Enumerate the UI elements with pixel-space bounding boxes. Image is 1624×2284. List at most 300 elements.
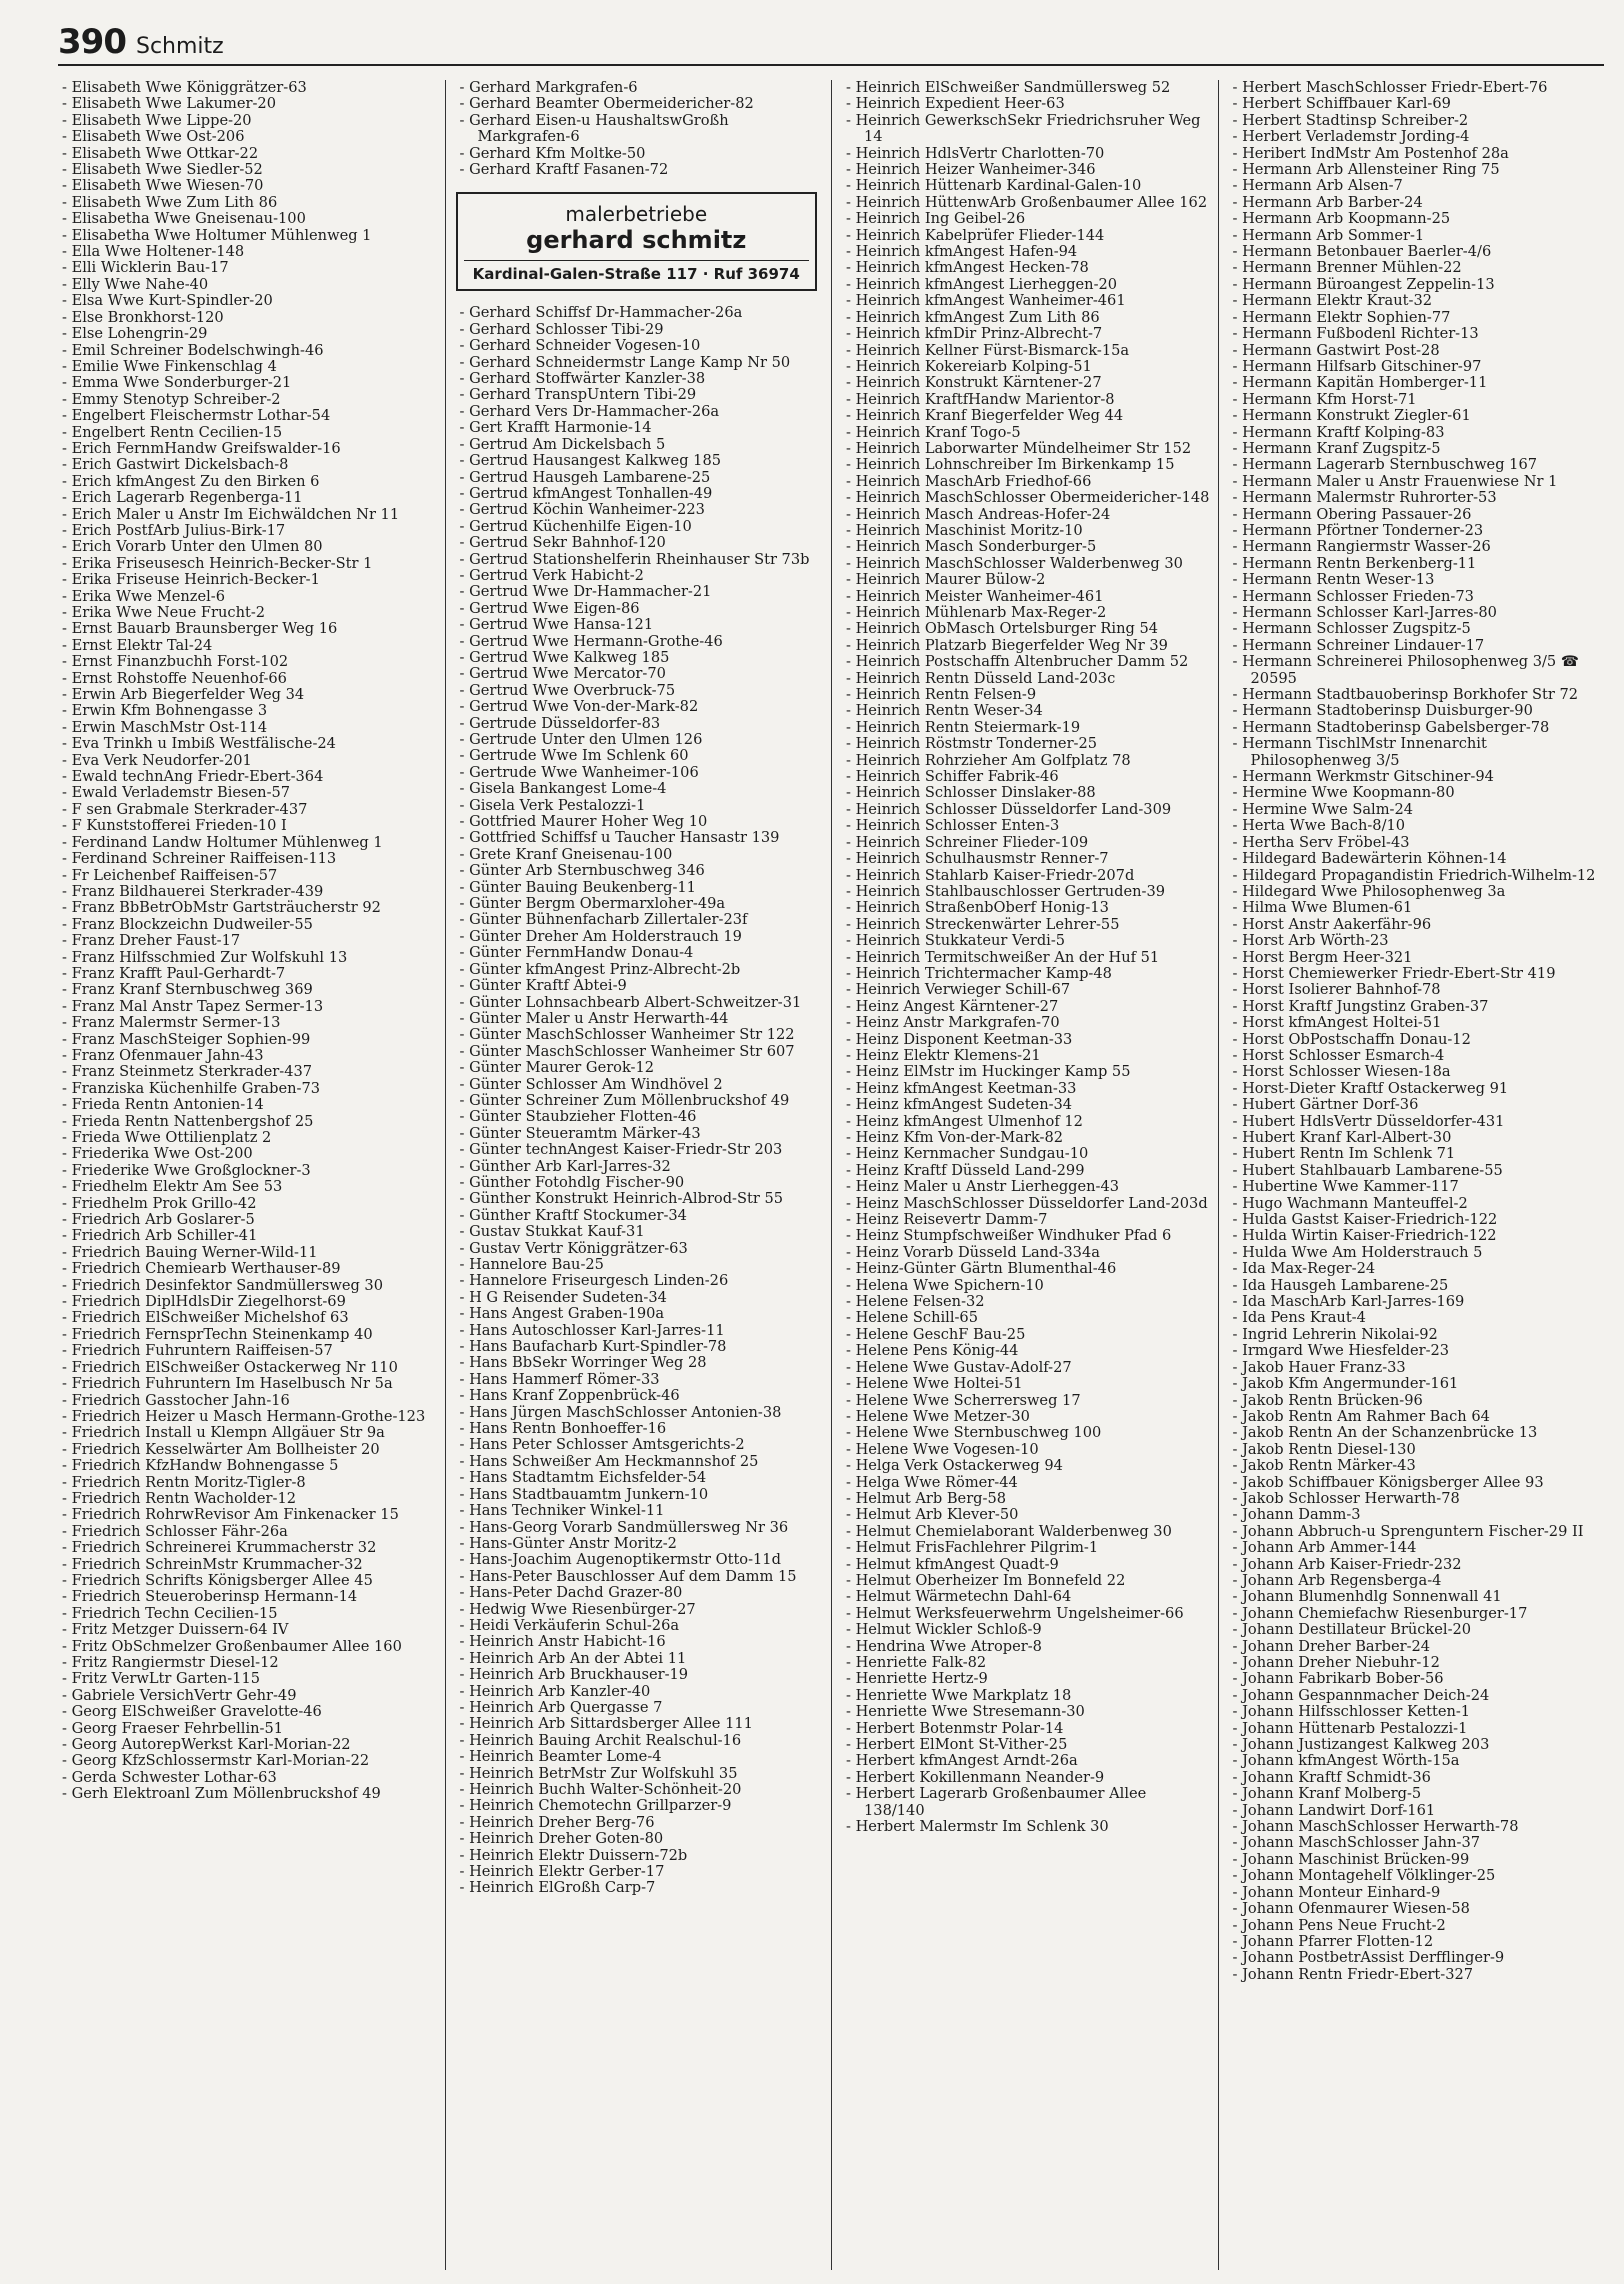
directory-entry: - Heinz Stumpfschweißer Windhuker Pfad 6	[846, 1227, 1172, 1245]
directory-entry: - Ernst Rohstoffe Neuenhof-66	[62, 669, 287, 687]
directory-entry: - Else Lohengrin-29	[62, 325, 208, 343]
directory-entry: - Irmgard Wwe Hiesfelder-23	[1232, 1342, 1450, 1360]
directory-entry: - Jakob Rentn Diesel-130	[1232, 1440, 1416, 1458]
directory-entry: - Johann MaschSchlosser Jahn-37	[1232, 1834, 1481, 1852]
directory-entry: - Heinrich Schlosser Enten-3	[846, 817, 1060, 835]
directory-entry: - Johann Hilfsschlosser Ketten-1	[1232, 1703, 1471, 1721]
directory-entry: - Ernst Bauarb Braunsberger Weg 16	[62, 620, 338, 638]
directory-entry: - Hans Autoschlosser Karl-Jarres-11	[459, 1321, 725, 1339]
directory-entry: - Herbert ElMont St-Vither-25	[846, 1736, 1068, 1754]
directory-entry: - Heinrich Stukkateur Verdi-5	[846, 932, 1066, 950]
directory-entry: - Heinrich Elektr Duissern-72b	[459, 1846, 688, 1864]
directory-entry: - Erich Gastwirt Dickelsbach-8	[62, 456, 289, 474]
directory-entry: - Heinz Reisevertr Damm-7	[846, 1211, 1048, 1229]
directory-entry: - Horst Schlosser Wiesen-18a	[1232, 1063, 1451, 1081]
directory-entry: - Heinrich kfmAngest Wanheimer-461	[846, 292, 1126, 310]
directory-entry: - Heinrich Arb Kanzler-40	[459, 1682, 651, 1700]
directory-entry: - Herbert Verlademstr Jording-4	[1232, 128, 1470, 146]
directory-entry: - Johann Rentn Friedr-Ebert-327	[1232, 1965, 1474, 1983]
directory-entry: - Heinrich Kellner Fürst-Bismarck-15a	[846, 341, 1130, 359]
directory-entry: - Erika Friseusesch Heinrich-Becker-Str 1	[62, 554, 373, 572]
directory-entry: - Hermann Kfm Horst-71	[1232, 390, 1417, 408]
directory-entry: - Eva Verk Neudorfer-201	[62, 751, 252, 769]
directory-entry: - Hilma Wwe Blumen-61	[1232, 899, 1413, 917]
directory-entry: - Hubert Rentn Im Schlenk 71	[1232, 1145, 1456, 1163]
directory-entry: - Helmut Werksfeuerwehrm Ungelsheimer-66	[846, 1604, 1184, 1622]
directory-entry: - Heinrich Ing Geibel-26	[846, 210, 1026, 228]
directory-entry: - Hermann Schlosser Karl-Jarres-80	[1232, 604, 1497, 621]
directory-entry: - Heinrich Kranf Togo-5	[846, 423, 1021, 441]
directory-entry: - Erich FernmHandw Greifswalder-16	[62, 439, 341, 457]
ad-address: Kardinal-Galen-Straße 117 · Ruf 36974	[464, 260, 810, 283]
directory-entry: - Hans-Joachim Augenoptikermstr Otto-11d	[459, 1551, 781, 1569]
directory-entry: - Georg KfzSchlossermstr Karl-Morian-22	[62, 1752, 370, 1770]
directory-entry: - Heinz ElMstr im Huckinger Kamp 55	[846, 1063, 1131, 1081]
directory-entry: - Heinrich Kokereiarb Kolping-51	[846, 357, 1092, 375]
directory-entry: - Heinz kfmAngest Keetman-33	[846, 1079, 1077, 1097]
directory-entry: - Günther Kraftf Stockumer-34	[459, 1206, 687, 1224]
directory-entry: - Gerda Schwester Lothar-63	[62, 1768, 277, 1786]
directory-entry: - Herbert Malermstr Im Schlenk 30	[846, 1818, 1109, 1836]
directory-entry: - Heinz MaschSchlosser Düsseldorfer Land-203d	[846, 1194, 1208, 1212]
directory-entry: - Grete Kranf Gneisenau-100	[459, 845, 673, 863]
directory-entry: - Johann Fabrikarb Bober-56	[1232, 1670, 1444, 1688]
directory-entry: - Johann Arb Regensberga-4	[1232, 1571, 1442, 1589]
directory-entry: - Johann Arb Ammer-144	[1232, 1539, 1417, 1557]
directory-entry: - Heinrich Dreher Berg-76	[459, 1813, 655, 1831]
directory-entry: - Elisabeth Wwe Ost-206	[62, 128, 245, 146]
directory-entry: - Elisabeth Wwe Wiesen-70	[62, 177, 264, 195]
directory-entry: - Gertrud Köchin Wanheimer-223	[459, 501, 705, 519]
column-4	[1218, 80, 1605, 2270]
directory-entry: - Helmut Wickler Schloß-9	[846, 1621, 1042, 1639]
running-head: Schmitz	[135, 34, 224, 59]
directory-entry: - Heinrich Chemotechn Grillparzer-9	[459, 1797, 732, 1815]
directory-entry: - Helene Felsen-32	[846, 1293, 985, 1311]
directory-entry: - Hermann Kranf Zugspitz-5	[1232, 439, 1441, 457]
directory-entry: - Franz Hilfsschmied Zur Wolfskuhl 13	[62, 948, 348, 966]
directory-entry: - Hans Rentn Bonhoeffer-16	[459, 1420, 667, 1438]
directory-entry: - Gerhard Vers Dr-Hammacher-26a	[459, 402, 720, 420]
directory-entry: - Heinrich Schreiner Flieder-109	[846, 833, 1089, 851]
directory-entry: - Heinrich MaschArb Friedhof-66	[846, 472, 1092, 490]
directory-entry: - Heinrich Heizer Wanheimer-346	[846, 161, 1096, 179]
directory-entry: - Erich kfmAngest Zu den Birken 6	[62, 472, 320, 490]
directory-entry: - Helmut Arb Klever-50	[846, 1506, 1019, 1524]
directory-entry: - Heinrich kfmAngest Zum Lith 86	[846, 308, 1100, 326]
directory-entry: - Heinz-Günter Gärtn Blumenthal-46	[846, 1260, 1117, 1278]
directory-entry: - Hermann Elektr Kraut-32	[1232, 292, 1433, 310]
directory-entry: - Erika Friseuse Heinrich-Becker-1	[62, 571, 320, 589]
directory-entry: - Hermann Schlosser Frieden-73	[1232, 587, 1474, 605]
directory-entry: - Heinrich Schlosser Dinslaker-88	[846, 784, 1096, 802]
directory-entry: - Ferdinand Landw Holtumer Mühlenweg 1	[62, 833, 383, 851]
directory-entry: - Elli Wicklerin Bau-17	[62, 259, 229, 277]
directory-entry: - Johann Kranf Molberg-5	[1232, 1785, 1422, 1803]
header-rule	[58, 64, 1604, 66]
directory-entry: - Hans Peter Schlosser Amtsgerichts-2	[459, 1436, 745, 1454]
directory-entry: - Günter MaschSchlosser Wanheimer Str 122	[459, 1026, 795, 1044]
directory-entry: - Hannelore Friseurgesch Linden-26	[459, 1272, 729, 1290]
directory-entry: - Günter Bergm Obermarxloher-49a	[459, 895, 726, 913]
directory-entry: - Friedrich Rentn Moritz-Tigler-8	[62, 1473, 306, 1491]
advertisement-box	[456, 192, 818, 291]
directory-entry: - Franziska Küchenhilfe Graben-73	[62, 1079, 321, 1097]
directory-entry: - Heinrich Maschinist Moritz-10	[846, 521, 1083, 539]
directory-entry: - Friedrich Schreinerei Krummacherstr 32	[62, 1539, 377, 1557]
directory-entry: - Herbert kfmAngest Arndt-26a	[846, 1752, 1078, 1770]
directory-entry: - Friedrich Fuhruntern Im Haselbusch Nr 5a	[62, 1375, 393, 1393]
directory-entry: - Johann Montagehelf Völklinger-25	[1232, 1867, 1496, 1885]
directory-entry: - Johann Dreher Niebuhr-12	[1232, 1654, 1440, 1671]
directory-entry: - Hans Techniker Winkel-11	[459, 1502, 665, 1520]
directory-entry: - Hildegard Wwe Philosophenweg 3a	[1232, 882, 1506, 900]
directory-entry: - Erwin Arb Biegerfelder Weg 34	[62, 686, 305, 704]
directory-entry: - Gustav Stukkat Kauf-31	[459, 1223, 645, 1241]
directory-entry: - Helene Wwe Metzer-30	[846, 1407, 1030, 1425]
directory-entry: - Elisabetha Wwe Holtumer Mühlenweg 1	[62, 226, 372, 244]
directory-entry: - Gertrud Wwe Eigen-86	[459, 599, 640, 617]
directory-entry: - Johann MaschSchlosser Herwarth-78	[1232, 1818, 1519, 1836]
directory-entry: - Friedrich Install u Klempn Allgäuer Str 9a	[62, 1424, 385, 1442]
ad-line-1: malerbetriebe	[565, 202, 708, 227]
directory-entry: - Georg ElSchweißer Gravelotte-46	[62, 1703, 322, 1721]
directory-entry: - Hermann Rangiermstr Wasser-26	[1232, 538, 1491, 556]
directory-entry: - Henriette Wwe Stresemann-30	[846, 1703, 1085, 1721]
directory-entry: - Johann Justizangest Kalkweg 203	[1232, 1736, 1490, 1754]
directory-entry: - Hannelore Bau-25	[459, 1256, 604, 1273]
directory-entry: - Franz Krafft Paul-Gerhardt-7	[62, 964, 286, 982]
directory-entry: - Franz Dreher Faust-17	[62, 932, 241, 950]
directory-entry: - Hermann Betonbauer Baerler-4/6	[1232, 243, 1492, 261]
directory-entry: - Günter Staubzieher Flotten-46	[459, 1108, 697, 1126]
directory-entry: - Horst Kraftf Jungstinz Graben-37	[1232, 997, 1489, 1015]
directory-entry: - Jakob Rentn Brücken-96	[1232, 1391, 1423, 1409]
directory-entry: - Heinrich Stahlarb Kaiser-Friedr-207d	[846, 866, 1135, 884]
directory-entry: - Gerhard Schiffsf Dr-Hammacher-26a	[459, 304, 743, 322]
directory-entry: - Heinz Maler u Anstr Lierheggen-43	[846, 1178, 1120, 1196]
directory-entry: - Friedrich Arb Goslarer-5	[62, 1211, 255, 1229]
directory-entry: - Heinrich Schulhausmstr Renner-7	[846, 850, 1109, 868]
directory-entry: - Heinrich Maurer Bülow-2	[846, 571, 1046, 589]
directory-entry: - Johann Monteur Einhard-9	[1232, 1883, 1441, 1901]
directory-entry: - Elisabeth Wwe Zum Lith 86	[62, 193, 278, 211]
directory-entry: - Hubertine Wwe Kammer-117	[1232, 1178, 1459, 1196]
directory-entry: - Heinrich Rentn Düsseld Land-203c	[846, 669, 1116, 687]
directory-entry: - Friedrich Rentn Wacholder-12	[62, 1489, 297, 1507]
directory-entry: - Horst Anstr Aakerfähr-96	[1232, 915, 1432, 933]
directory-entry: - Heinrich Masch Sonderburger-5	[846, 538, 1097, 556]
directory-entry: - Hans Angest Graben-190a	[459, 1305, 665, 1323]
directory-entry: - Ida MaschArb Karl-Jarres-169	[1232, 1293, 1465, 1311]
directory-entry: - Gertrud Hausgeh Lambarene-25	[459, 468, 711, 486]
directory-entry: - Hubert HdlsVertr Düsseldorfer-431	[1232, 1112, 1505, 1130]
directory-entry: - Horst ObPostschaffn Donau-12	[1232, 1030, 1471, 1048]
directory-entry: - Hermann Malermstr Ruhrorter-53	[1232, 489, 1497, 507]
directory-entry: - Hermann Arb Barber-24	[1232, 193, 1423, 211]
directory-entry: - Günter Bauing Beukenberg-11	[459, 878, 696, 896]
directory-entry: - Gabriele VersichVertr Gehr-49	[62, 1686, 297, 1704]
directory-entry: - Gert Krafft Harmonie-14	[459, 419, 652, 437]
directory-entry: - Johann Gespannmacher Deich-24	[1232, 1686, 1490, 1704]
directory-entry: - Fritz VerwLtr Garten-115	[62, 1670, 261, 1688]
directory-entry: - Hermann TischlMstr Innenarchit Philosophenweg 3/5	[1232, 735, 1487, 769]
directory-entry: - Hermann Arb Koopmann-25	[1232, 210, 1451, 228]
directory-entry: - Heinrich Streckenwärter Lehrer-55	[846, 915, 1120, 933]
directory-entry: - Gerhard Schlosser Tibi-29	[459, 320, 664, 338]
directory-entry: - Hermine Wwe Koopmann-80	[1232, 784, 1455, 802]
directory-entry: - Friedrich Schrifts Königsberger Allee 45	[62, 1571, 373, 1589]
directory-entry: - Friedhelm Elektr Am See 53	[62, 1178, 283, 1196]
directory-entry: - Heinrich Kranf Biegerfelder Weg 44	[846, 407, 1124, 425]
directory-entry: - Hulda Wwe Am Holderstrauch 5	[1232, 1243, 1483, 1261]
directory-entry: - Heinrich Arb Quergasse 7	[459, 1698, 663, 1716]
directory-entry: - Horst kfmAngest Holtei-51	[1232, 1014, 1442, 1032]
directory-entry: - Hans Kranf Zoppenbrück-46	[459, 1387, 680, 1405]
directory-entry: - Helene Wwe Vogesen-10	[846, 1440, 1039, 1458]
directory-entry: - Helmut kfmAngest Quadt-9	[846, 1555, 1059, 1573]
directory-entry: - Frieda Wwe Ottilienplatz 2	[62, 1129, 272, 1146]
directory-entry: - Johann Maschinist Brücken-99	[1232, 1850, 1470, 1868]
directory-entry: - Gertrude Wwe Im Schlenk 60	[459, 747, 689, 765]
directory-entry: - Hermann Arb Sommer-1	[1232, 226, 1425, 244]
directory-entry: - Heinrich ObMasch Ortelsburger Ring 54	[846, 620, 1159, 638]
directory-entry: - Herbert Schiffbauer Karl-69	[1232, 95, 1451, 113]
directory-entry: - Heinz Angest Kärntener-27	[846, 997, 1059, 1015]
directory-entry: - Johann Kraftf Schmidt-36	[1232, 1768, 1431, 1786]
directory-entry: - Günther Fotohdlg Fischer-90	[459, 1173, 685, 1191]
directory-entry: - Gisela Bankangest Lome-4	[459, 780, 667, 798]
directory-entry: - Gertrude Wwe Wanheimer-106	[459, 763, 699, 781]
directory-entry: - Erich PostfArb Julius-Birk-17	[62, 521, 286, 539]
directory-entry: - Gertrud Verk Habicht-2	[459, 566, 644, 584]
directory-entry: - Engelbert Fleischermstr Lothar-54	[62, 407, 331, 425]
directory-entry: - Heinrich StraßenbOberf Honig-13	[846, 899, 1109, 917]
directory-entry: - Ida Max-Reger-24	[1232, 1260, 1376, 1278]
directory-entry: - Fritz Rangiermstr Diesel-12	[62, 1654, 279, 1671]
directory-entry: - Gottfried Schiffsf u Taucher Hansastr 139	[459, 829, 780, 847]
directory-entry: - Fr Leichenbef Raiffeisen-57	[62, 866, 278, 884]
directory-entry: - Günter Schreiner Zum Möllenbruckshof 49	[459, 1091, 790, 1109]
directory-entry: - Heinrich Lohnschreiber Im Birkenkamp 15	[846, 456, 1175, 474]
directory-entry: - Hubert Kranf Karl-Albert-30	[1232, 1129, 1452, 1146]
directory-entry: - Gertrud Wwe Von-der-Mark-82	[459, 698, 699, 716]
directory-entry: - Heinz Kernmacher Sundgau-10	[846, 1145, 1089, 1163]
directory-entry: - Engelbert Rentn Cecilien-15	[62, 423, 283, 441]
directory-entry: - Helene Pens König-44	[846, 1342, 1019, 1360]
directory-entry: - Hildegard Propagandistin Friedrich-Wilhelm-12	[1232, 866, 1596, 884]
directory-entry: - Hermann Obering Passauer-26	[1232, 505, 1472, 523]
directory-entry: - Horst Arb Wörth-23	[1232, 932, 1389, 950]
directory-entry: - Friedrich Techn Cecilien-15	[62, 1604, 278, 1622]
directory-entry: - Horst Bergm Heer-321	[1232, 948, 1413, 966]
directory-entry: - Jakob Hauer Franz-33	[1232, 1358, 1406, 1376]
directory-entry: - Hertha Serv Fröbel-43	[1232, 833, 1410, 851]
directory-entry: - Gertrud Hausangest Kalkweg 185	[459, 452, 722, 470]
directory-entry: - Hulda Gastst Kaiser-Friedrich-122	[1232, 1211, 1498, 1229]
directory-entry: - Hermann Schreinerei Philosophenweg 3/5 ☎ 20595	[1232, 653, 1579, 687]
page-number: 390	[58, 22, 126, 62]
directory-entry: - Hermann Rentn Berkenberg-11	[1232, 554, 1477, 572]
directory-entry: - Else Bronkhorst-120	[62, 308, 224, 326]
directory-entry: - Gerhard Stoffwärter Kanzler-38	[459, 370, 706, 388]
directory-entry: - Johann Dreher Barber-24	[1232, 1637, 1431, 1655]
directory-entry: - Henriette Wwe Markplatz 18	[846, 1686, 1072, 1704]
directory-entry: - Heinrich Konstrukt Kärntener-27	[846, 374, 1102, 392]
directory-entry: - Heinrich Arb An der Abtei 11	[459, 1649, 687, 1667]
directory-entry: - Heinrich Anstr Habicht-16	[459, 1633, 666, 1651]
directory-entry: - Gerhard Markgrafen-6	[459, 80, 638, 96]
directory-entry: - Hans BbSekr Worringer Weg 28	[459, 1354, 707, 1372]
directory-entry: - Hermann Brenner Mühlen-22	[1232, 259, 1462, 277]
directory-entry: - Helene Schill-65	[846, 1309, 978, 1327]
directory-entry: - Günther Konstrukt Heinrich-Albrod-Str 55	[459, 1190, 784, 1208]
directory-entry: - Hedwig Wwe Riesenbürger-27	[459, 1600, 696, 1618]
directory-entry: - Ida Pens Kraut-4	[1232, 1309, 1366, 1327]
directory-entry: - Franz Bildhauerei Sterkrader-439	[62, 882, 324, 900]
directory-entry: - Herbert Stadtinsp Schreiber-2	[1232, 111, 1469, 129]
directory-entry: - Gerhard Eisen-u HaushaltswGroßh Markgrafen-6	[459, 111, 729, 146]
directory-entry: - Heinrich Mühlenarb Max-Reger-2	[846, 604, 1107, 621]
directory-entry: - Heinrich HüttenwArb Großenbaumer Allee 162	[846, 193, 1208, 211]
directory-entry: - Friedrich Bauing Werner-Wild-11	[62, 1243, 318, 1261]
directory-entry: - Hermann Arb Alsen-7	[1232, 177, 1403, 195]
directory-entry: - Hermann Rentn Weser-13	[1232, 571, 1435, 589]
directory-entry: - Emil Schreiner Bodelschwingh-46	[62, 341, 324, 359]
directory-entry: - Johann Landwirt Dorf-161	[1232, 1801, 1436, 1819]
directory-entry: - Günter Bühnenfacharb Zillertaler-23f	[459, 911, 748, 929]
directory-entry: - Heinrich Röstmstr Tonderner-25	[846, 735, 1098, 753]
directory-entry: - Franz Mal Anstr Tapez Sermer-13	[62, 997, 324, 1015]
directory-entry: - Heinrich Hüttenarb Kardinal-Galen-10	[846, 177, 1142, 195]
directory-entry: - Friedrich FernsprTechn Steinenkamp 40	[62, 1325, 373, 1343]
directory-entry: - Hermann Büroangest Zeppelin-13	[1232, 275, 1495, 293]
directory-entry: - Helene Wwe Scherrersweg 17	[846, 1391, 1081, 1409]
directory-entry: - Hans Stadtamtm Eichsfelder-54	[459, 1469, 707, 1487]
directory-entry: - Heinrich Beamter Lome-4	[459, 1748, 662, 1766]
directory-entry: - Gertrud Wwe Overbruck-75	[459, 681, 676, 699]
directory-entry: - Friedrich Gasstocher Jahn-16	[62, 1391, 290, 1409]
directory-entry: - Günter Lohnsachbearb Albert-Schweitzer-31	[459, 993, 802, 1011]
directory-entry: - Hans-Günter Anstr Moritz-2	[459, 1534, 677, 1552]
directory-entry: - Hermann Schlosser Zugspitz-5	[1232, 620, 1471, 638]
directory-entry: - Horst Chemiewerker Friedr-Ebert-Str 419	[1232, 964, 1556, 982]
directory-entry: - Eva Trinkh u Imbiß Westfälische-24	[62, 735, 336, 753]
directory-entry: - Franz Kranf Sternbuschweg 369	[62, 981, 313, 999]
directory-entry: - Heidi Verkäuferin Schul-26a	[459, 1616, 680, 1634]
directory-entry: - Gertrud Wwe Kalkweg 185	[459, 648, 670, 666]
directory-entry: - Franz Ofenmauer Jahn-43	[62, 1046, 264, 1064]
directory-entry: - Heinrich Schlosser Düsseldorfer Land-309	[846, 800, 1172, 818]
directory-entry: - Hans-Peter Dachd Grazer-80	[459, 1584, 683, 1602]
directory-entry: - Georg AutorepWerkst Karl-Morian-22	[62, 1736, 351, 1754]
directory-entry: - Helmut Oberheizer Im Bonnefeld 22	[846, 1571, 1126, 1589]
directory-entry: - Heinrich Dreher Goten-80	[459, 1830, 664, 1848]
directory-entry: - Ingrid Lehrerin Nikolai-92	[1232, 1325, 1438, 1343]
directory-columns	[58, 80, 1604, 2270]
directory-entry: - Heinrich Meister Wanheimer-461	[846, 587, 1104, 605]
directory-entry: - Ewald technAng Friedr-Ebert-364	[62, 768, 324, 786]
directory-entry: - Johann Damm-3	[1232, 1506, 1361, 1524]
directory-entry: - Hans-Peter Bauschlosser Auf dem Damm 15	[459, 1567, 797, 1585]
directory-entry: - Gertrud Küchenhilfe Eigen-10	[459, 517, 692, 535]
directory-entry: - Erwin MaschMstr Ost-114	[62, 718, 268, 736]
directory-entry: - Friedrich Schlosser Fähr-26a	[62, 1522, 288, 1540]
directory-entry: - Friedrich RohrwRevisor Am Finkenacker 15	[62, 1506, 399, 1524]
directory-entry: - Gisela Verk Pestalozzi-1	[459, 796, 646, 814]
directory-entry: - Ida Hausgeh Lambarene-25	[1232, 1276, 1449, 1294]
directory-entry: - Johann Abbruch-u Sprenguntern Fischer-29 II	[1232, 1522, 1584, 1540]
directory-entry: - Helga Wwe Römer-44	[846, 1473, 1018, 1491]
directory-entry: - Herbert Botenmstr Polar-14	[846, 1719, 1064, 1737]
directory-entry: - Heinrich Rohrzieher Am Golfplatz 78	[846, 751, 1131, 769]
directory-entry: - Jakob Schlosser Herwarth-78	[1232, 1489, 1460, 1507]
directory-entry: - Heinrich Elektr Gerber-17	[459, 1863, 665, 1881]
directory-entry: - Georg Fraeser Fehrbellin-51	[62, 1719, 284, 1737]
directory-entry: - Helene Wwe Gustav-Adolf-27	[846, 1358, 1072, 1376]
directory-entry: - Heinrich Bauing Archit Realschul-16	[459, 1731, 742, 1749]
directory-entry: - Hans Stadtbauamtm Junkern-10	[459, 1485, 709, 1503]
directory-entry: - Johann Arb Kaiser-Friedr-232	[1232, 1555, 1462, 1573]
directory-entry: - Franz Malermstr Sermer-13	[62, 1014, 281, 1032]
directory-entry: - Franz Blockzeichn Dudweiler-55	[62, 915, 313, 933]
directory-entry: - Horst Isolierer Bahnhof-78	[1232, 981, 1441, 999]
directory-entry: - Heinrich GewerkschSekr Friedrichsruher Weg 14	[846, 111, 1201, 146]
directory-entry: - Friedrich Fuhruntern Raiffeisen-57	[62, 1342, 333, 1360]
directory-entry: - Johann Blumenhdlg Sonnenwall 41	[1232, 1588, 1502, 1606]
directory-entry: - Franz Steinmetz Sterkrader-437	[62, 1063, 313, 1081]
directory-entry: - Elisabeth Wwe Siedler-52	[62, 161, 263, 179]
directory-entry: - Günther Arb Karl-Jarres-32	[459, 1157, 671, 1175]
directory-entry: - Ferdinand Schreiner Raiffeisen-113	[62, 850, 337, 868]
directory-entry: - Hermann Kapitän Homberger-11	[1232, 374, 1488, 392]
directory-entry: - Frieda Rentn Antonien-14	[62, 1096, 264, 1114]
directory-entry: - Hermann Pförtner Tonderner-23	[1232, 521, 1484, 539]
directory-entry: - Fritz ObSchmelzer Großenbaumer Allee 160	[62, 1637, 402, 1655]
directory-entry: - Franz BbBetrObMstr Gartsträucherstr 92	[62, 899, 381, 917]
directory-entry: - Heinrich Rentn Weser-34	[846, 702, 1043, 720]
directory-entry: - Jakob Rentn Märker-43	[1232, 1457, 1416, 1475]
directory-entry: - Günter Kraftf Abtei-9	[459, 977, 627, 995]
directory-entry: - Hermann Stadtoberinsp Gabelsberger-78	[1232, 718, 1550, 736]
directory-entry: - Hans Schweißer Am Heckmannshof 25	[459, 1452, 759, 1470]
directory-entry: - Friedrich ElSchweißer Michelshof 63	[62, 1309, 349, 1327]
directory-entry: - Hermann Konstrukt Ziegler-61	[1232, 407, 1471, 425]
directory-entry: - Johann Pens Neue Frucht-2	[1232, 1916, 1446, 1934]
directory-entry: - Hermann Werkmstr Gitschiner-94	[1232, 768, 1494, 786]
directory-entry: - Franz MaschSteiger Sophien-99	[62, 1030, 311, 1048]
directory-entry: - Erich Lagerarb Regenberga-11	[62, 489, 303, 507]
directory-entry: - Heinz Kraftf Düsseld Land-299	[846, 1161, 1085, 1179]
directory-entry: - Erwin Kfm Bohnengasse 3	[62, 702, 268, 720]
directory-entry: - Helene Wwe Holtei-51	[846, 1375, 1023, 1393]
directory-entry: - Günter FernmHandw Donau-4	[459, 944, 694, 962]
directory-entry: - Herbert Kokillenmann Neander-9	[846, 1768, 1105, 1786]
directory-entry: - Heinrich Kabelprüfer Flieder-144	[846, 226, 1105, 244]
directory-entry: - Hermann Lagerarb Sternbuschweg 167	[1232, 456, 1538, 474]
directory-entry: - H G Reisender Sudeten-34	[459, 1288, 667, 1306]
directory-entry: - Heinrich Platzarb Biegerfelder Weg Nr 39	[846, 636, 1168, 654]
directory-entry: - Johann Ofenmaurer Wiesen-58	[1232, 1900, 1470, 1918]
directory-entry: - Gerhard Kfm Moltke-50	[459, 144, 646, 162]
directory-entry: - Friedrich KfzHandw Bohnengasse 5	[62, 1457, 339, 1475]
directory-entry: - Hermann Elektr Sophien-77	[1232, 308, 1451, 326]
directory-entry: - Hans-Georg Vorarb Sandmüllersweg Nr 36	[459, 1518, 789, 1536]
directory-entry: - Ernst Elektr Tal-24	[62, 636, 213, 654]
directory-entry: - Heinrich Buchh Walter-Schönheit-20	[459, 1781, 742, 1798]
directory-entry: - Jakob Rentn An der Schanzenbrücke 13	[1232, 1424, 1538, 1442]
directory-entry: - Gertrud kfmAngest Tonhallen-49	[459, 484, 713, 502]
